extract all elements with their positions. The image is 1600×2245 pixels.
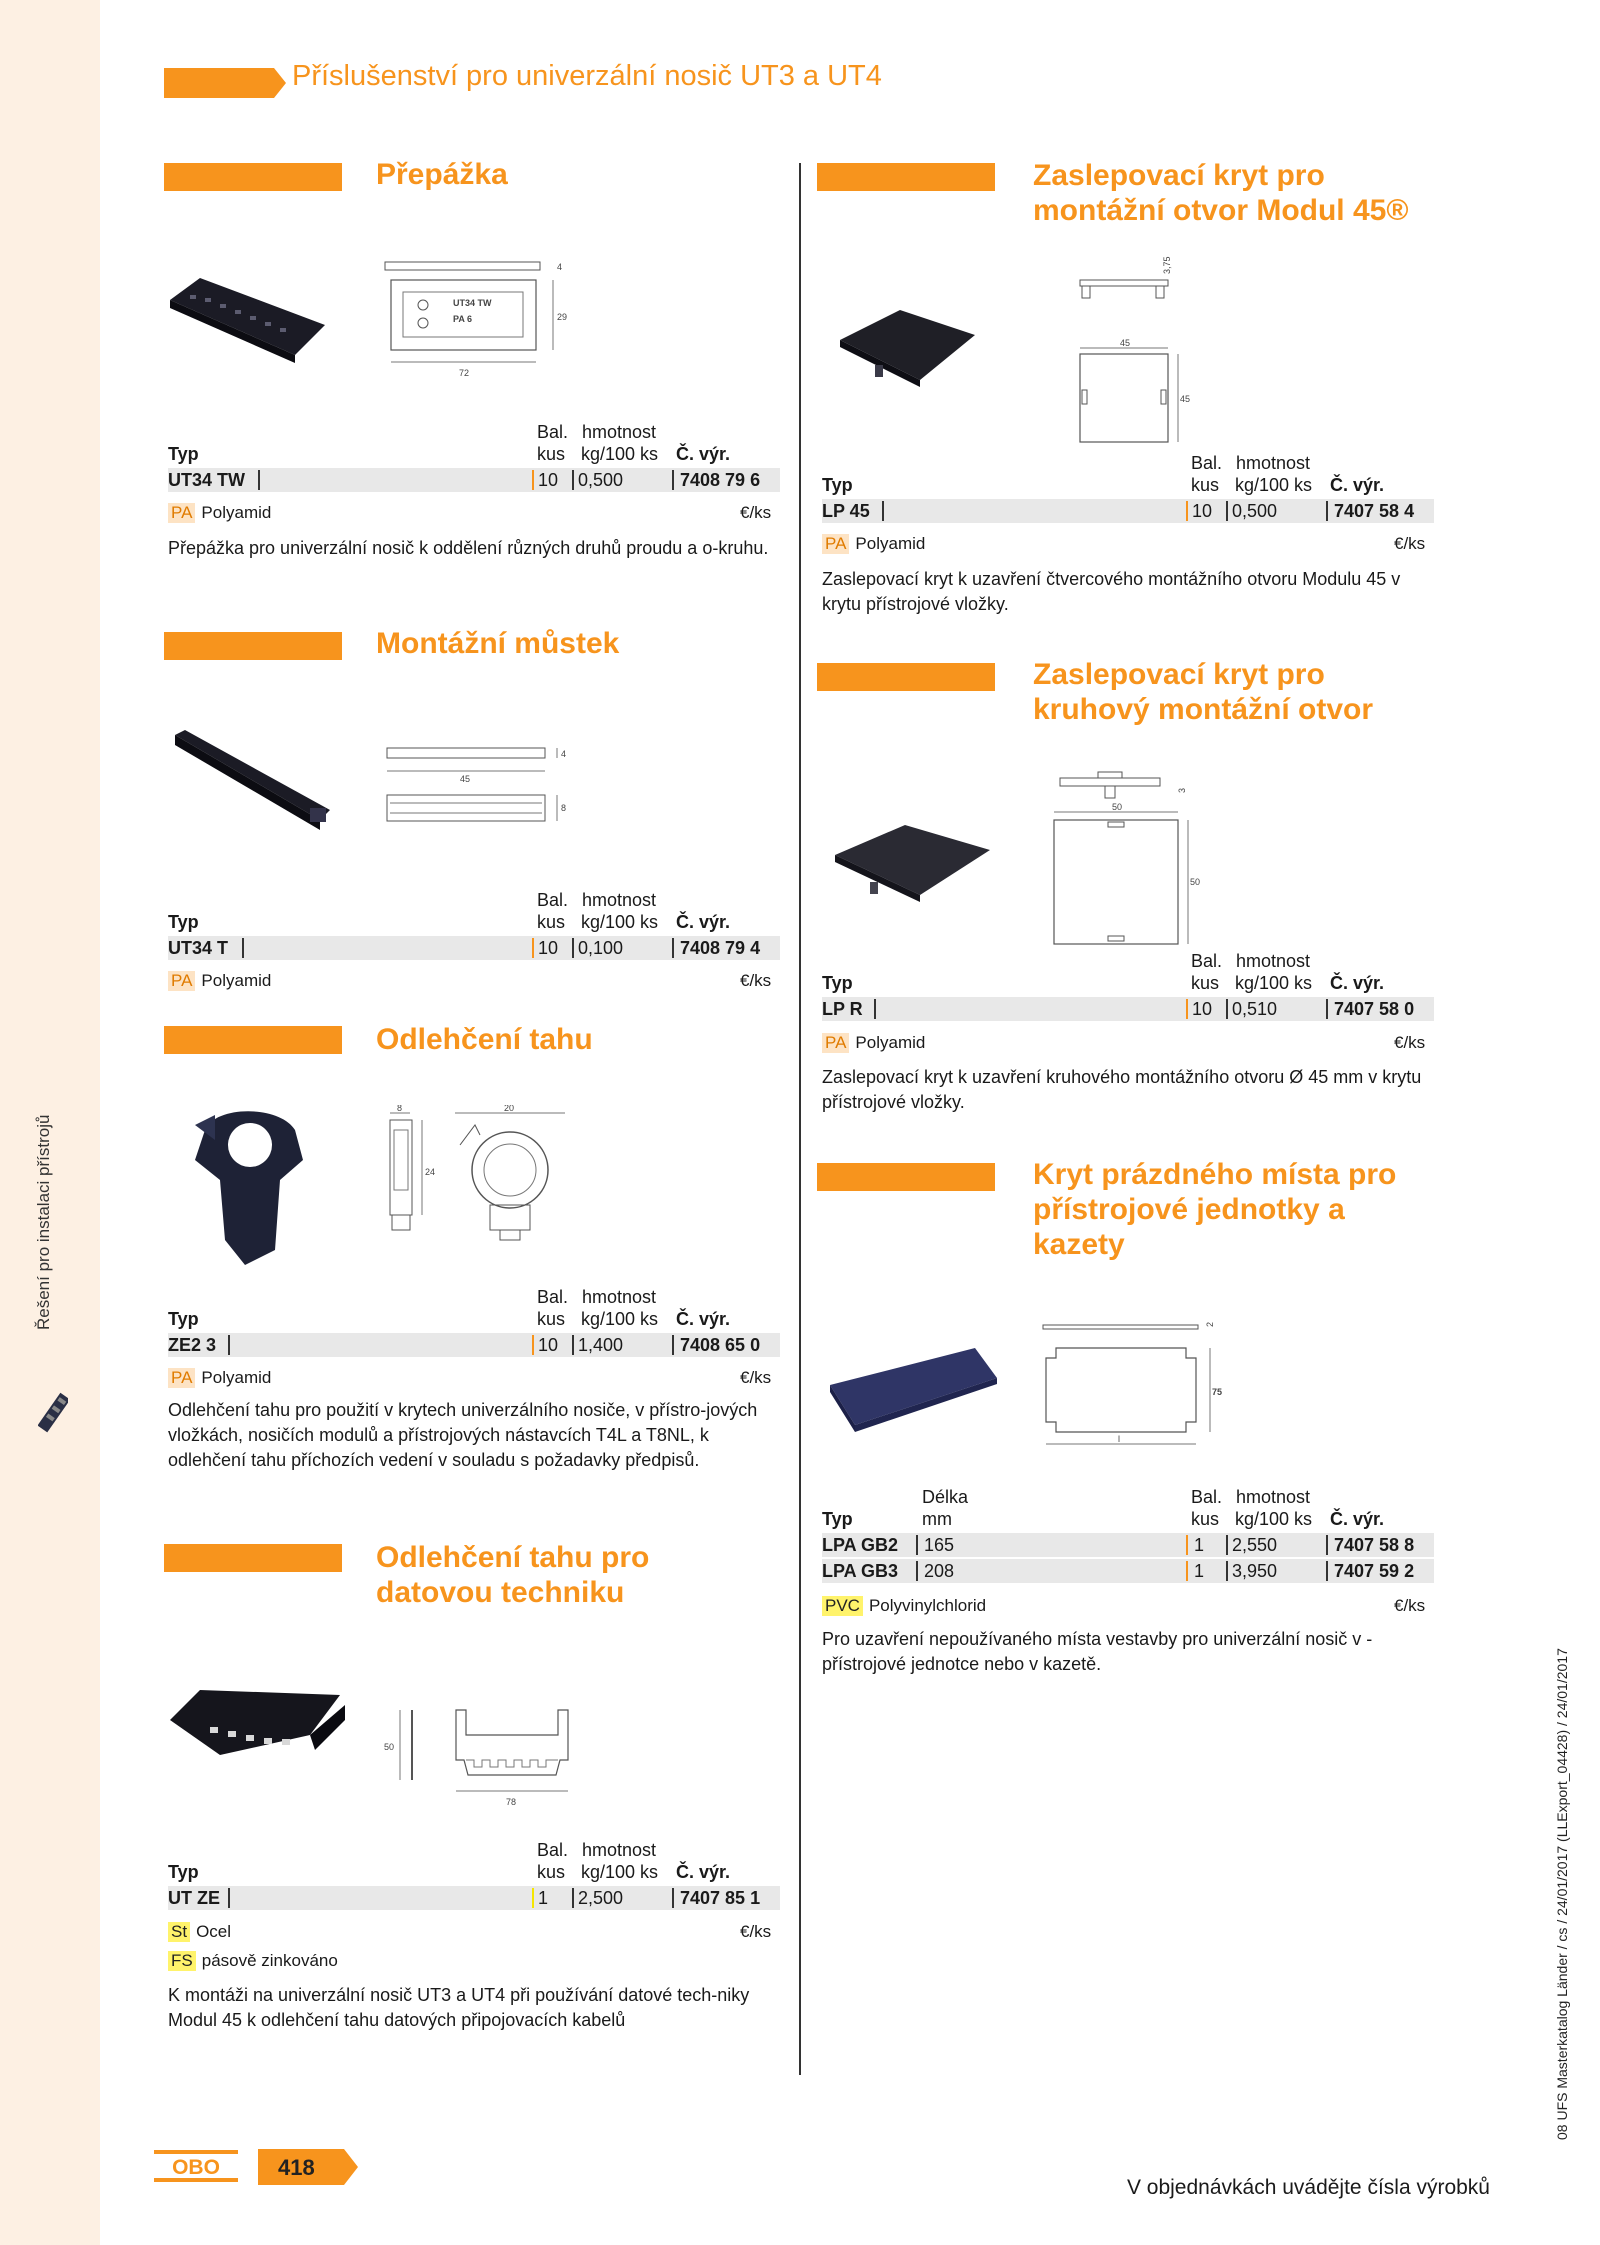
section-accent-bar	[164, 1026, 342, 1054]
drawing-label: 72	[459, 368, 470, 378]
cell-hmotnost: 0,100	[578, 938, 624, 958]
drawing-label: 8	[397, 1105, 403, 1113]
cell-kus: 1	[1194, 1561, 1205, 1581]
drawing-label: 29	[557, 312, 568, 322]
cell-hmotnost: 0,500	[1232, 501, 1278, 521]
product-table-utze	[168, 1840, 780, 1910]
material-pa	[168, 503, 271, 523]
product-photo-lpa	[825, 1340, 1000, 1440]
header-kg: kg/100 ks	[1235, 475, 1313, 495]
table-row	[168, 468, 780, 492]
section-accent-bar	[817, 663, 995, 691]
material-code: PA	[168, 971, 195, 991]
technical-drawing-ut34t	[382, 745, 572, 845]
header-cvyr: Č. výr.	[1330, 973, 1385, 993]
header-cvyr: Č. výr.	[1330, 475, 1385, 495]
cell-kus: 10	[538, 470, 559, 490]
table-row	[822, 1559, 1434, 1583]
header-bal: Bal.	[1191, 1487, 1223, 1507]
product-table-lpa	[822, 1487, 1434, 1587]
description-prepazka: Přepážka pro univerzální nosič k oddělení různých druhů proudu a o-kruhu.	[168, 538, 769, 558]
cell-typ: UT34 T	[168, 938, 229, 958]
page-number: 418	[278, 2155, 315, 2180]
drawing-label: 50	[1112, 802, 1123, 812]
cell-typ: UT34 TW	[168, 470, 246, 490]
material-code: FS	[168, 1951, 196, 1971]
drawing-label: 50	[1190, 877, 1200, 887]
table-row	[168, 1333, 780, 1357]
section-accent-bar	[164, 1544, 342, 1572]
header-accent-bar	[164, 68, 274, 98]
drawing-label: l	[1118, 1434, 1120, 1444]
obo-logo	[154, 2150, 238, 2182]
product-table-ze23	[168, 1287, 780, 1357]
cell-cvyr: 7408 65 0	[680, 1335, 761, 1355]
header-cvyr: Č. výr.	[676, 444, 731, 464]
cell-cvyr: 7407 58 0	[1334, 999, 1415, 1019]
section-title-line: Odlehčení tahu pro	[376, 1541, 650, 1574]
table-row	[822, 499, 1434, 523]
page-number-box	[258, 2149, 344, 2185]
material-st	[168, 1922, 231, 1942]
header-cvyr: Č. výr.	[676, 1309, 731, 1329]
material-pa	[168, 971, 271, 991]
price-unit: €/ks	[740, 971, 772, 990]
drawing-label: 24	[425, 1167, 436, 1177]
material-name: Polyamid	[201, 971, 272, 990]
cell-kus: 1	[1194, 1535, 1205, 1555]
column-divider	[799, 163, 801, 2075]
technical-drawing-ut34tw	[375, 252, 575, 382]
description-prazdny: Pro uzavření nepoužívaného místa vestavby pro univerzální nosič v -přístrojové jednotce nebo v kazetě.	[822, 1629, 1373, 1674]
drawing-label: 8	[561, 803, 567, 813]
header-typ: Typ	[168, 444, 199, 464]
drawing-label: 3,75	[1162, 256, 1172, 274]
header-delka: Délka	[922, 1487, 969, 1507]
material-name: Polyamid	[855, 1033, 926, 1052]
description-kruhovy: Zaslepovací kryt k uzavření kruhového montážního otvoru Ø 45 mm v krytu přístrojové vložky.	[822, 1067, 1422, 1112]
cell-cvyr: 7407 85 1	[680, 1888, 761, 1908]
page-title: Příslušenství pro univerzální nosič UT3 a UT4	[292, 60, 882, 92]
header-typ: Typ	[168, 1862, 199, 1882]
technical-drawing-lpr	[1050, 770, 1200, 950]
material-pa	[822, 1033, 925, 1053]
footer-note: V objednávkách uvádějte čísla výrobků	[1126, 2176, 1490, 2199]
section-title-modul45	[1033, 158, 1408, 228]
price-unit: €/ks	[740, 1368, 772, 1387]
header-mm: mm	[922, 1509, 952, 1529]
drawing-label: 4	[557, 262, 563, 272]
product-photo-ut34tw	[160, 270, 335, 370]
cell-cvyr: 7407 59 2	[1334, 1561, 1415, 1581]
header-hmotnost: hmotnost	[1236, 1487, 1311, 1507]
cell-hmotnost: 3,950	[1232, 1561, 1278, 1581]
material-name: Ocel	[196, 1922, 232, 1941]
material-code: St	[168, 1922, 190, 1942]
section-accent-bar	[817, 1163, 995, 1191]
drawing-label: 45	[1120, 338, 1131, 348]
material-name: Polyamid	[201, 1368, 272, 1387]
drawing-label: 50	[384, 1742, 395, 1752]
header-hmotnost: hmotnost	[1236, 453, 1311, 473]
header-kus: kus	[1191, 475, 1220, 495]
cell-cvyr: 7408 79 6	[680, 470, 761, 490]
section-title-kruhovy	[1033, 657, 1373, 727]
technical-drawing-lp45	[1070, 250, 1190, 460]
header-hmotnost: hmotnost	[582, 1287, 657, 1307]
cell-typ: LPA GB2	[822, 1535, 899, 1555]
header-hmotnost: hmotnost	[582, 890, 657, 910]
drawing-label: 4	[561, 749, 567, 759]
section-title-mustek: Montážní můstek	[376, 627, 620, 660]
header-bal: Bal.	[1191, 951, 1223, 971]
material-name: Polyvinylchlorid	[868, 1596, 987, 1615]
section-title-prazdny	[1033, 1157, 1396, 1262]
cell-cvyr: 7407 58 8	[1334, 1535, 1415, 1555]
table-row	[822, 997, 1434, 1021]
drawing-label: UT34 TW	[453, 298, 492, 308]
header-kus: kus	[1191, 973, 1220, 993]
material-pa	[822, 534, 925, 554]
technical-drawing-utze	[378, 1705, 578, 1815]
cell-kus: 10	[538, 938, 559, 958]
product-photo-ze23	[185, 1100, 315, 1270]
section-accent-bar	[164, 163, 342, 191]
product-thumbnail-icon	[38, 1390, 68, 1434]
header-kus: kus	[537, 1309, 566, 1329]
cell-typ: LP R	[822, 999, 863, 1019]
header-hmotnost: hmotnost	[1236, 951, 1311, 971]
header-kg: kg/100 ks	[581, 912, 659, 932]
cell-cvyr: 7407 58 4	[1334, 501, 1415, 521]
header-hmotnost: hmotnost	[582, 422, 657, 442]
drawing-label: 2	[1205, 1321, 1215, 1327]
header-typ: Typ	[822, 1509, 853, 1529]
header-cvyr: Č. výr.	[676, 912, 731, 932]
cell-hmotnost: 2,550	[1232, 1535, 1278, 1555]
price-unit: €/ks	[740, 503, 772, 522]
header-cvyr: Č. výr.	[1330, 1509, 1385, 1529]
description-odlehceni: Odlehčení tahu pro použití v krytech univerzálního nosiče, v přístro-jových vložkách, nosičích modulů a přístrojových nástavcích T4L a T8NL, k odlehčení tahu příchozích vedení v souladu s požadavky předpisů.	[168, 1400, 758, 1470]
material-pvc	[822, 1596, 986, 1616]
cell-kus: 10	[1192, 999, 1213, 1019]
price-unit: €/ks	[1394, 1033, 1426, 1052]
table-row	[168, 1886, 780, 1910]
product-table-ut34tw	[168, 422, 780, 492]
header-kus: kus	[537, 444, 566, 464]
material-pa	[168, 1368, 271, 1388]
logo-text: OBO	[172, 2156, 220, 2179]
cell-typ: UT ZE	[168, 1888, 220, 1908]
header-kg: kg/100 ks	[581, 1862, 659, 1882]
cell-cvyr: 7408 79 4	[680, 938, 761, 958]
section-title-line: datovou techniku	[376, 1576, 625, 1609]
material-code: PVC	[822, 1596, 863, 1616]
drawing-label: 45	[460, 774, 471, 784]
material-code: PA	[168, 1368, 195, 1388]
table-row	[168, 936, 780, 960]
product-photo-lp45	[835, 305, 985, 400]
description-modul45: Zaslepovací kryt k uzavření čtvercového montážního otvoru Modulu 45 v krytu přístrojové vložky.	[822, 569, 1401, 614]
header-kg: kg/100 ks	[581, 1309, 659, 1329]
header-bal: Bal.	[537, 890, 569, 910]
product-table-ut34t	[168, 890, 780, 960]
material-code: PA	[822, 1033, 849, 1053]
header-kus: kus	[1191, 1509, 1220, 1529]
section-accent-bar	[164, 632, 342, 660]
drawing-label: 78	[506, 1797, 517, 1807]
section-title-line: kruhový montážní otvor	[1033, 693, 1374, 726]
cell-delka: 208	[924, 1561, 955, 1581]
header-hmotnost: hmotnost	[582, 1840, 657, 1860]
cell-hmotnost: 0,510	[1232, 999, 1278, 1019]
cell-kus: 10	[538, 1335, 559, 1355]
section-title-line: Zaslepovací kryt pro	[1033, 159, 1325, 192]
material-name: pásově zinkováno	[201, 1951, 338, 1970]
header-kg: kg/100 ks	[1235, 1509, 1313, 1529]
product-photo-ut34t	[160, 720, 340, 835]
price-unit: €/ks	[740, 1922, 772, 1941]
drawing-label: PA 6	[453, 314, 473, 324]
header-bal: Bal.	[537, 1840, 569, 1860]
section-title-odlehceni: Odlehčení tahu	[376, 1023, 593, 1056]
header-typ: Typ	[822, 973, 853, 993]
product-table-lpr	[822, 951, 1434, 1021]
header-kg: kg/100 ks	[581, 444, 659, 464]
cell-hmotnost: 0,500	[578, 470, 624, 490]
cell-typ: LPA GB3	[822, 1561, 899, 1581]
sidebar: Řešení pro instalaci přístrojů	[0, 0, 100, 2245]
section-title-line: přístrojové jednotky a	[1033, 1193, 1345, 1226]
section-title-line: Kryt prázdného místa pro	[1033, 1158, 1397, 1191]
material-code: PA	[168, 503, 195, 523]
drawing-label: 45	[1180, 394, 1190, 404]
drawing-label: 20	[504, 1105, 515, 1113]
cell-typ: ZE2 3	[168, 1335, 217, 1355]
description-datova: K montáži na univerzální nosič UT3 a UT4 při používání datové tech-niky Modul 45 k odlehčení tahu datových připojovacích kabelů	[168, 1985, 750, 2030]
product-table-lp45	[822, 453, 1434, 523]
cell-hmotnost: 2,500	[578, 1888, 624, 1908]
header-bal: Bal.	[1191, 453, 1223, 473]
section-title-line: kazety	[1033, 1228, 1125, 1261]
section-title-line: montážní otvor Modul 45®	[1033, 194, 1409, 227]
section-title-line: Zaslepovací kryt pro	[1033, 658, 1325, 691]
header-typ: Typ	[822, 475, 853, 495]
header-cvyr: Č. výr.	[676, 1862, 731, 1882]
product-photo-lpr	[830, 820, 995, 920]
drawing-label: 75	[1212, 1387, 1223, 1397]
table-row	[822, 1533, 1434, 1557]
price-unit: €/ks	[1394, 534, 1426, 553]
cell-hmotnost: 1,400	[578, 1335, 624, 1355]
material-fs	[168, 1951, 338, 1971]
cell-delka: 165	[924, 1535, 955, 1555]
price-unit: €/ks	[1394, 1596, 1426, 1615]
material-name: Polyamid	[855, 534, 926, 553]
product-photo-utze	[160, 1665, 350, 1780]
header-kg: kg/100 ks	[1235, 973, 1313, 993]
section-title-datova	[376, 1540, 649, 1610]
technical-drawing-ze23	[380, 1105, 580, 1255]
cell-kus: 10	[1192, 501, 1213, 521]
drawing-label: 3	[1177, 787, 1187, 793]
material-name: Polyamid	[201, 503, 272, 522]
header-bal: Bal.	[537, 1287, 569, 1307]
section-accent-bar	[817, 163, 995, 191]
technical-drawing-lpa	[1038, 1310, 1228, 1460]
material-code: PA	[822, 534, 849, 554]
header-kus: kus	[537, 912, 566, 932]
header-bal: Bal.	[537, 422, 569, 442]
header-typ: Typ	[168, 1309, 199, 1329]
cell-kus: 1	[538, 1888, 549, 1908]
header-typ: Typ	[168, 912, 199, 932]
section-title-prepazka: Přepážka	[376, 158, 508, 191]
header-kus: kus	[537, 1862, 566, 1882]
cell-typ: LP 45	[822, 501, 870, 521]
